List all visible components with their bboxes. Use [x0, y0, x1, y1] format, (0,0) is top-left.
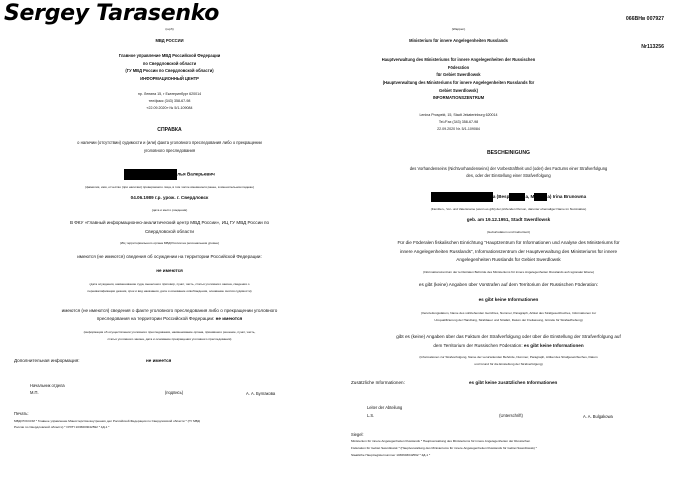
document-subtitle-de-1: des Vorhandenseins (Nichtvorhandenseins) der Vorbestraftheit und (oder) des Factums einer Strafverfolgung: [409, 165, 608, 171]
conviction-question-ru: имеются (не имеются) сведения об осуждении на территории Российской Федерации:: [77, 253, 262, 259]
seal-text-ru-1: МВД РОССИИ * Главное управление Министерства внутренних дел Российской Федерации по Свердловской области * (ГУ МВД: [14, 418, 200, 423]
birth-note-ru: (дата и место рождения): [151, 207, 188, 212]
signature-label-ru: (подпись): [164, 390, 184, 396]
org-dept-de-6: INFORMATIONSZENTRUM: [432, 95, 485, 101]
org-dept-ru-3: (ГУ МВД России по Свердловской области): [125, 68, 214, 74]
redaction-bar-third-de: [534, 193, 547, 201]
org-dept-de-1: Hauptverwaltung des Ministeriums für innere Angelegenheiten der Russischen: [381, 57, 536, 63]
person-name-note-ru: (фамилия, имя, отчество (при наличии) проверяемого лица, в том числе имевшиеся ранее, в именительном падеже): [84, 184, 255, 189]
authority-ru-1: В ФКУ «Главный информационно-аналитический центр МВД России», ИЦ ГУ МВД России по: [69, 220, 270, 226]
signature-row-ru: [14, 389, 325, 400]
reference-number-2: Nr113256: [641, 44, 664, 50]
seal-text-de-2: Föderation für Gebiet Swerdlowsk * (Hauptverwaltung des Ministeriums für innere Angelegenheiten Russlands für Gebiet Swerdlowsk) *: [351, 445, 537, 450]
seal-text-de-3: Staatliche Hauptregisternummer 1036603042592 * 4Д-1 *: [351, 452, 431, 457]
seal-text-ru-2: России по Свердловской области) * ОГРН 1036603042592 * 4Д-1 *: [14, 425, 110, 430]
person-name-ru-visible: лья Валерьевич: [177, 171, 215, 177]
conviction-question-de: es gibt (keine) Angaben über Vorstrafen auf dem Territorium der Russischen Föderation:: [418, 282, 599, 288]
prosecution-note-de-1: (Informationen zur Strafverfolgung, Name der verurteilenden Behörde, Nummer, Paragraph, Artikel des Strafgesetzbuches, Datum: [419, 354, 598, 359]
authority-de-2: innere Angelegenheiten Russlands", Informationszentrum der Hauptverwaltung des Ministeriums für innere: [399, 248, 618, 254]
prosecution-note-ru-1: (информация об осуществлении уголовного преследования, наименование органа, принявшего решение, пункт, часть,: [83, 330, 256, 335]
phone-de: Tel./Fax (343) 358-67-98: [438, 119, 479, 124]
signer-name-de: A. A. Bulgakowa: [583, 413, 613, 419]
conviction-note-de-1: (Verurteilungsdatum, Name des vollziehenden Gerichtes, Nummer, Paragraph, Artikel des Strafgesetzbuches, Informationen zur: [420, 310, 597, 315]
conviction-note-ru-1: (дата осуждения, наименование суда, вынесшего приговор, пункт, часть, статья уголовного закона, сведения о: [89, 282, 250, 287]
authority-ru-2: Свердловской области: [144, 228, 194, 234]
document-reference-ru: «22.09.2020» № 5/1-109084: [146, 105, 193, 110]
additional-info-ru: [14, 357, 325, 368]
document-subtitle-ru-2: уголовного преследования: [143, 147, 196, 153]
org-dept-de-2: Föderation: [447, 64, 470, 70]
org-dept-de-4: (Hauptverwaltung des Ministeriums für innere Angelegenheiten Russlands für: [382, 79, 535, 85]
additional-info-value-de: es gibt keine zusätzlichen Informationen: [469, 380, 558, 386]
additional-info-de: [351, 379, 666, 390]
seal-label-de: Siegel:: [351, 431, 364, 437]
org-dept-de-5: Gebiet Swerdlowsk): [439, 87, 478, 93]
conviction-answer-ru: не имеются: [156, 267, 183, 273]
german-column: [339, 0, 678, 480]
authority-note-de: (Informationszentrum der territorialen Behörde des Ministeriums für innere Angelegenheiten Russlands auf regionaler Ebene): [422, 269, 595, 274]
prosecution-answer-de: es gibt keine Informationen: [523, 342, 584, 348]
chief-label-ru: Начальник отдела: [30, 382, 65, 388]
document-subtitle-ru-1: о наличии (отсутствии) судимости и (или) факта уголовного преследования либо о прекращении: [77, 140, 262, 146]
emblem-note-ru: (герб): [165, 27, 174, 31]
emblem-note-de: (Wappen): [451, 27, 466, 31]
org-dept-ru-2: по Свердловской области: [142, 60, 197, 66]
document-title-ru: СПРАВКА: [157, 127, 182, 134]
person-name-ru: [14, 169, 325, 180]
signature-label-de: (Unterschrift): [499, 412, 523, 418]
person-name-de-part3: a) Irina Brunowna: [547, 193, 587, 199]
person-name-note-de: (Familien-, Vor- und Vatersname (wenn es gibt) der prüfenden Person, darunter ehemaliger Name im Nominative): [430, 206, 587, 211]
conviction-answer-de: es gibt keine Informationen: [478, 296, 539, 302]
org-dept-ru-1: Главное управление МВД Российской Федерации: [118, 53, 221, 59]
conviction-note-ru-2: переквалификации деяния, срок и вид наказания, дата и основание освобождения, основание снятия судимости): [87, 288, 252, 293]
reference-number-1: 066ВНв 007927: [625, 16, 664, 22]
document-subtitle-de-2: des, oder der Einstellung einer Strafverfolgung: [466, 173, 551, 179]
signature-field-de: [459, 412, 563, 420]
seal-label-ru: Печать:: [14, 411, 29, 417]
seal-mark-ru: М.П.: [30, 390, 39, 396]
prosecution-answer-ru: не имеются: [215, 315, 243, 321]
seal-text-de-1: Ministerium für innere Angelegenheiten Russlands * Hauptverwaltung des Ministeriums für innere Angelegenheiten der Russischen: [351, 439, 531, 444]
conviction-note-de-2: Umqualifizierung der Handlung, Strafdauer und Strafart, Datum der Freilassung, Gründe für Strafaufhebung): [434, 317, 583, 322]
redaction-bar-name-ru: [124, 169, 177, 180]
document-reference-de: 22.09.2020 Nr. 5/1-109084: [437, 127, 480, 132]
prosecution-question-ru-2: [14, 315, 325, 323]
document-title-de: BESCHEINIGUNG: [486, 150, 531, 157]
additional-info-label-de: Zusätzliche Informationen:: [351, 380, 405, 386]
signature-row-de: [351, 412, 666, 423]
address-de: Lenina Prospekt, 15, Stadt Jekaterinburg 620014: [419, 112, 498, 117]
birth-note-de: (Geburtsdatum und Geburtsort): [486, 229, 531, 234]
prosecution-note-de-2: und Grund für die Einstellung der Strafverfolgung): [474, 361, 543, 366]
phone-ru: тел/факс (343) 358-67-98: [148, 98, 191, 103]
redaction-bar-surname-de: [431, 192, 493, 202]
org-name-ru: МВД РОССИИ: [155, 37, 184, 43]
org-name-de: Ministerium für innere Angelegenheiten Russlands: [409, 37, 508, 43]
signature-field-ru: [122, 389, 226, 397]
birth-info-ru: 04.06.1989 г.р. урож. г. Свердловск: [130, 195, 209, 201]
person-name-de-part1: a (Besp: [492, 193, 510, 199]
watermark-name: Sergey Tarasenko: [4, 1, 220, 26]
person-name-de: [351, 192, 666, 202]
redaction-bar-middle-de: [509, 193, 525, 201]
org-dept-de-3: für Gebiet Swerdlowsk: [436, 72, 481, 78]
seal-mark-de: L.S.: [367, 412, 375, 418]
chief-label-de: Leiter der Abteilung: [367, 405, 403, 411]
prosecution-question-de-2-text: dem Territorium der Russischen Föderation:: [433, 342, 523, 348]
authority-de-3: Angelegenheiten Russlands für Gebiet Swerdlowsk: [456, 257, 561, 263]
additional-info-value-ru: не имеется: [146, 357, 172, 363]
address-ru: пр. Ленина 15, г Екатеринбург 620014: [137, 91, 202, 96]
authority-de-1: Für die Föderalen fiskalischen Einrichtung "Hauptzentrum für Informationen und Analyse des Ministeriums für: [397, 240, 620, 246]
prosecution-question-ru-2-text: преследования на территории Российской Федерации:: [96, 315, 215, 321]
signer-name-ru: А. А. Булгакова: [246, 391, 276, 397]
authority-note-ru: (ИЦ территориального органа МВД России на региональном уровне): [119, 240, 220, 245]
additional-info-label-ru: Дополнительная информация:: [14, 357, 80, 363]
org-dept-ru-4: ИНФОРМАЦИОННЫЙ ЦЕНТР: [140, 75, 199, 81]
prosecution-question-de-1: gibt es (keine) Angaben über das Faktum der Strafverfolgung oder über die Einstellung der Strafverfolgung auf: [396, 334, 621, 340]
birth-info-de: geb. am 19.12.1951, Stadt Swerdlowsk: [466, 217, 551, 223]
person-name-de-part2: a, M: [525, 193, 535, 199]
prosecution-question-ru-1: имеются (не имеются) сведения о факте уголовного преследования либо о прекращении уголовного: [61, 307, 278, 313]
prosecution-note-ru-2: статья уголовного закона, дата и основание прекращения уголовного преследования): [107, 336, 232, 341]
prosecution-question-de-2: [351, 342, 666, 350]
